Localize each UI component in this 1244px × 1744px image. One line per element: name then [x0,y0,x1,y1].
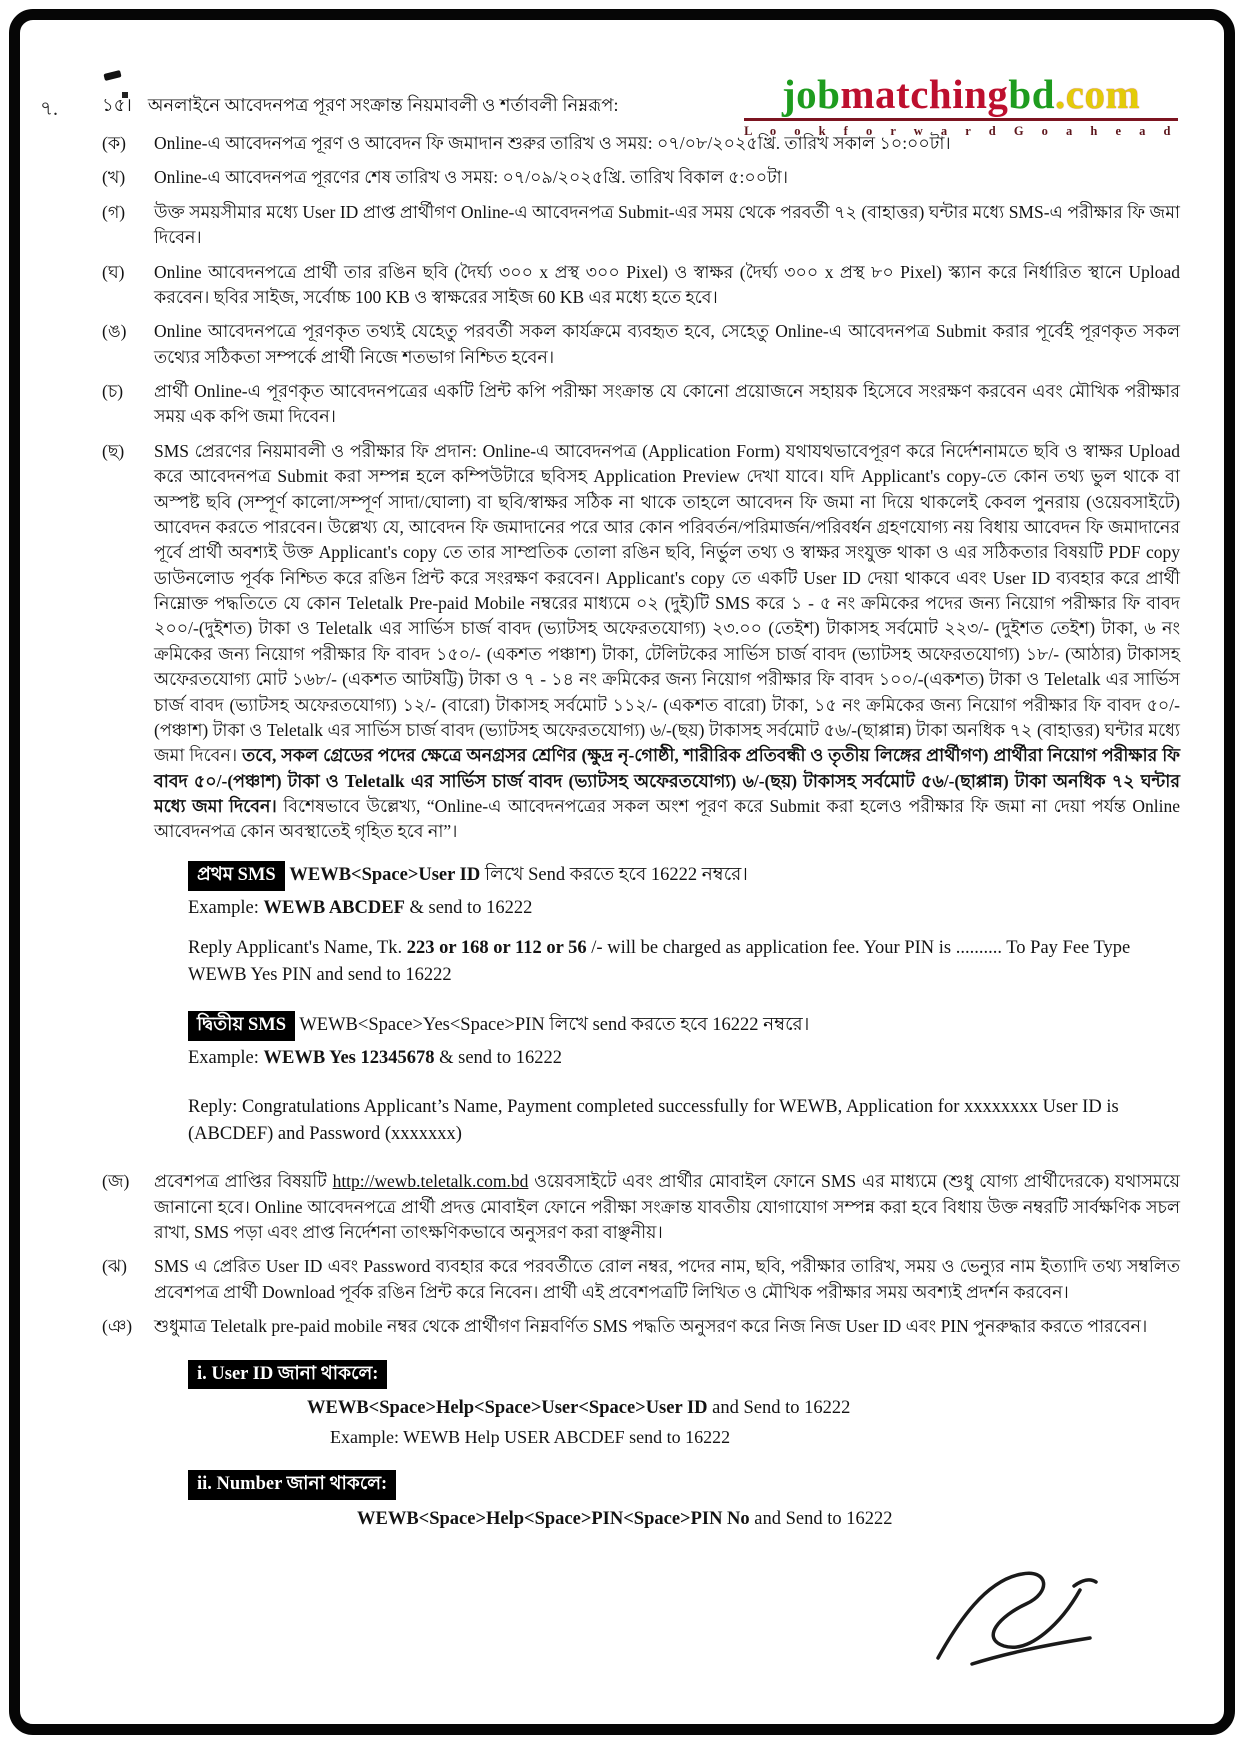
logo-part-matching: matching [840,71,1009,117]
reply-text: Reply Applicant's Name, Tk. [188,938,407,959]
help-userid-command [307,1395,1180,1422]
help-userid-badge: i. User ID জানা থাকলে: [188,1360,387,1390]
item-text [154,1169,1180,1245]
ink-mark [103,70,121,81]
logo-part-com: .com [1055,71,1141,117]
item-label: (গ) [102,201,126,222]
list-item-nya [102,1314,1180,1339]
admit-card-text: প্রবেশপত্র প্রাপ্তির বিষয়টি [154,1171,333,1192]
item-label: (জ) [102,1171,130,1192]
second-sms-reply: Reply: Congratulations Applicant’s Name, Payment completed successfully for WEWB, Application for xxxxxxxx User ID is (ABCDEF) and Password (xxxxxxx) [188,1096,1119,1144]
item-text: উক্ত সময়সীমার মধ্যে User ID প্রাপ্ত প্রার্থীগণ Online-এ আবেদনপত্র Submit-এর সময় থেকে পরবর্তী ৭২ (বাহাত্তর) ঘন্টার মধ্যে SMS-এ পরীক্ষার ফি জমা দিবেন। [154,201,1180,248]
item-text: শুধুমাত্র Teletalk pre-paid mobile নম্বর থেকে প্রার্থীগণ নিম্নবর্ণিত SMS পদ্ধতি অনুসরণ করে নিজ নিজ User ID এবং PIN পুনরুদ্ধার করতে পারবেন। [154,1316,1148,1337]
first-sms-badge: প্রথম SMS [188,861,285,891]
section-number: ১৫। [102,95,132,115]
item-text: Online আবেদনপত্রে পূরণকৃত তথ্যই যেহেতু পরবর্তী সকল কার্যক্রমে ব্যবহৃত হবে, সেহেতু Online-এ আবেদনপত্র Submit করার পূর্বেই পূরণকৃত সকল তথ্যের সঠিকতা সম্পর্কে প্রার্থী নিজে শতভাগ নিশ্চিত হবেন। [154,321,1180,367]
help-userid-example: Example: WEWB Help USER ABCDEF send to 16222 [330,1427,731,1448]
item-label: (ঘ) [102,261,125,282]
item-label: (চ) [102,381,124,402]
help-command: WEWB<Space>Help<Space>User<Space>User ID [307,1398,708,1419]
help-command-rest: and Send to 16222 [707,1398,851,1419]
second-sms-example [188,1045,1180,1072]
item-label: (ছ) [102,440,125,461]
help-pin-badge: ii. Number জানা থাকলে: [188,1470,396,1500]
document-body [102,92,1180,1533]
list-item-gha [102,260,1180,311]
example-label: Example: [188,897,259,918]
logo-tagline: L o o k f o r w a r d G o a h e a d [744,124,1178,138]
reply-fee-amounts: 223 or 168 or 112 or 56 [406,938,587,959]
logo-part-bd: bd [1008,71,1056,117]
logo-part-job: job [781,71,841,117]
item-label: (খ) [102,167,126,188]
ink-mark-glyph: ৭. [40,98,59,120]
help-pin-command [357,1506,1180,1533]
list-item-uma [102,319,1180,370]
list-item-ga [102,200,1180,251]
fee-rules-bold-text: তবে, সকল গ্রেডের পদের ক্ষেত্রে অনগ্রসর শ্রেণির (ক্ষুদ্র নৃ-গোষ্ঠী, শারীরিক প্রতিবন্ধী ও তৃতীয় লিঙ্গের প্রার্থীগণ) প্রার্থীরা নিয়োগ পরীক্ষার ফি বাবদ ৫০/-(পঞ্চাশ) টাকা ও Teletalk এর সার্ভিস চার্জ বাবদ (ভ্যাটসহ অফেরতযোগ্য) ৬/-(ছয়) টাকাসহ সর্বমোট ৫৬/-(ছাপ্পান্ন) টাকা অনধিক ৭২ ঘন্টার মধ্যে জমা দিবেন। [154,745,1180,817]
item-text: প্রার্থী Online-এ পূরণকৃত আবেদনপত্রের একটি প্রিন্ট কপি পরীক্ষা সংক্রান্ত যে কোনো প্রয়োজনে সহায়ক হিসেবে সংরক্ষণ করবেন এবং মৌখিক পরীক্ষার সময় এক কপি জমা দিবেন। [154,381,1180,427]
list-item-jha [102,1254,1180,1305]
help-command: WEWB<Space>Help<Space>PIN<Space>PIN No [357,1509,750,1530]
help-command-rest: and Send to 16222 [749,1509,893,1530]
example-command: WEWB Yes 12345678 [263,1047,435,1068]
section-title: অনলাইনে আবেদনপত্র পূরণ সংক্রান্ত নিয়মাবলী ও শর্তাবলী নিম্নরূপ: [147,95,619,115]
item-label: (ঞ) [102,1316,133,1337]
list-item-chha [102,439,1180,845]
first-sms-reply [188,935,1178,989]
example-command: WEWB ABCDEF [263,897,405,918]
section-heading [102,92,1180,118]
item-text: Online-এ আবেদনপত্র পূরণের শেষ তারিখ ও সময়: ০৭/০৯/২০২৫খ্রি. তারিখ বিকাল ৫:০০টা। [154,167,788,188]
example-rest: & send to 16222 [434,1047,562,1068]
list-item-ja [102,1169,1180,1245]
second-sms-badge: দ্বিতীয় SMS [188,1011,295,1041]
help-pin-section [188,1470,1180,1500]
first-sms-instruction [188,861,1180,891]
fee-rules-note: বিশেষভাবে উল্লেখ্য, “Online-এ আবেদনপত্রের সকল অংশ পূরণ করে Submit করা হলেও পরীক্ষার ফি জমা না দেয়া পর্যন্ত Online আবেদনপত্র কোন অবস্থাতেই গৃহিত হবে না”। [154,796,1180,842]
first-sms-example [188,895,1180,922]
item-text [154,439,1180,845]
second-sms-command: WEWB<Space>Yes<Space>PIN লিখে send করতে হবে 16222 নম্বরে। [299,1015,810,1036]
second-sms-instruction [188,1011,1180,1041]
admit-card-text-rest: ওয়েবসাইটে এবং প্রার্থীর মোবাইল ফোনে SMS এর মাধ্যমে (শুধু যোগ্য প্রার্থীদেরকে) যথাসময়ে জানানো হবে। Online আবেদনপত্রে প্রার্থী প্রদত্ত মোবাইল ফোনে পরীক্ষা সংক্রান্ত যাবতীয় যোগাযোগ সম্পন্ন করা হবে বিধায় উক্ত নম্বরটি সার্বক্ষণিক সচল রাখা, SMS পড়া এবং প্রাপ্ত নির্দেশনা তাৎক্ষণিকভাবে অনুসরণ করা বাঞ্ছনীয়। [154,1171,1180,1243]
item-text: Online আবেদনপত্রে প্রার্থী তার রঙিন ছবি (দৈর্ঘ্য ৩০০ x প্রস্থ ৩০০ Pixel) ও স্বাক্ষর (দৈর্ঘ্য ৩০০ x প্রস্থ ৮০ Pixel) স্ক্যান করে নির্ধারিত স্থানে Upload করবেন। ছবির সাইজ, সর্বোচ্চ 100 KB ও স্বাক্ষরের সাইজ 60 KB এর মধ্যে হতে হবে। [154,261,1180,307]
first-sms-command: WEWB<Space>User ID [289,864,481,885]
example-rest: & send to 16222 [404,897,533,918]
item-text: Online-এ আবেদনপত্র পূরণ ও আবেদন ফি জমাদান শুরুর তারিখ ও সময়: ০৭/০৮/২০২৫খ্রি. তারিখ সকাল ১০:০০টা। [154,133,951,154]
example-label: Example: [188,1047,259,1068]
list-item-kha [102,165,1180,190]
item-text: SMS এ প্রেরিত User ID এবং Password ব্যবহার করে পরবর্তীতে রোল নম্বর, পদের নাম, ছবি, পরীক্ষার তারিখ, সময় ও ভেন্যুর নাম ইত্যাদি তথ্য সম্বলিত প্রবেশপত্র প্রার্থী Download পূর্বক রঙিন প্রিন্ট করে নিবেন। প্রার্থী এই প্রবেশপত্রটি লিখিত ও মৌখিক পরীক্ষার সময় অবশ্যই প্রদর্শন করবেন। [154,1256,1180,1302]
item-label: (ক) [102,133,126,154]
list-item-ka [102,131,1180,156]
list-item-cha [102,379,1180,430]
reply-text-rest: /- will be charged as application fee. Your PIN is .......... To Pay Fee Type WEWB Yes PIN and send to 16222 [188,938,1131,986]
item-label: (ঙ) [102,321,127,342]
item-label: (ঝ) [102,1256,127,1277]
fee-rules-text: SMS প্রেরণের নিয়মাবলী ও পরীক্ষার ফি প্রদান: Online-এ আবেদনপত্র (Application Form) যথাযথভাবেপূরণ করে নির্দেশনামতে ছবি ও স্বাক্ষর Upload করে আবেদনপত্র Submit করা সম্পন্ন হলে কম্পিউটারে ছবিসহ Application Preview দেখা যাবে। যদি Applicant's copy-তে কোন তথ্য ভুল থাকে বা অস্পষ্ট ছবি (সম্পূর্ণ কালো/সম্পূর্ণ সাদা/ঘোলা) বা ছবি/স্বাক্ষর সঠিক না থাকে তাহলে আবেদন ফি জমা না দিয়ে থাকলেই কেবল পুনরায় (ওয়েবসাইটে) আবেদন করতে পারবেন। উল্লেখ্য যে, আবেদন ফি জমাদানের পরে আর কোন পরিবর্তন/পরিমার্জন/পরিবর্ধন গ্রহণযোগ্য নয় বিধায় আবেদন ফি জমাদানের পূর্বে প্রার্থী অবশ্যই উক্ত Applicant's copy তে তার সাম্প্রতিক তোলা রঙিন ছবি, নির্ভুল তথ্য ও স্বাক্ষর সংযুক্ত থাকা ও এর সঠিকতার বিষয়টি PDF copy ডাউনলোড পূর্বক নিশ্চিত করে রঙিন প্রিন্ট করে সংরক্ষণ করবেন। Applicant's copy তে একটি User ID দেয়া থাকবে এবং User ID ব্যবহার করে প্রার্থী নিম্নোক্ত পদ্ধতিতে যে কোন Teletalk Pre-paid Mobile নম্বরের মাধ্যমে ০২ (দুই)টি SMS করে ১ - ৫ নং ক্রমিকের পদের জন্য নিয়োগ পরীক্ষার ফি বাবদ ২০০/-(দুইশত) টাকা ও Teletalk এর সার্ভিস চার্জ বাবদ (ভ্যাটসহ অফেরতযোগ্য) ২৩.০০ (তেইশ) টাকাসহ সর্বমোট ২২৩/- (দুইশত তেইশ) টাকা, ৬ নং ক্রমিকের জন্য নিয়োগ পরীক্ষার ফি বাবদ ১৫০/- (একশত পঞ্চাশ) টাকা, টেলিটকের সার্ভিস চার্জ বাবদ (ভ্যাটসহ অফেরতযোগ্য) ১৮/- (আঠার) টাকাসহ অফেরতযোগ্য মোট ১৬৮/- (একশত আটষট্টি) টাকা ও ৭ - ১৪ নং ক্রমিকের জন্য নিয়োগ পরীক্ষার ফি বাবদ ১০০/-(একশত) টাকা ও Teletalk এর সার্ভিস চার্জ বাবদ (ভ্যাটসহ অফেরতযোগ্য) ১২/- (বারো) টাকাসহ সর্বমোট ১১২/- (একশত বারো) টাকা, ১৫ নং ক্রমিকের জন্য নিয়োগ পরীক্ষার ফি বাবদ ৫০/-(পঞ্চাশ) টাকা ও Teletalk এর সার্ভিস চার্জ বাবদ (ভ্যাটসহ অফেরতযোগ্য) ৬/-(ছয়) টাকাসহ সর্বমোট ৫৬/-(ছাপ্পান্ন) টাকা অনধিক ৭২ (বাহাত্তর) ঘন্টার মধ্যে জমা দিবেন। [154,440,1180,766]
teletalk-website-link[interactable]: http://wewb.teletalk.com.bd [332,1171,529,1192]
signature [924,1560,1104,1690]
first-sms-command-rest: লিখে Send করতে হবে 16222 নম্বরে। [480,864,748,885]
help-userid-section [188,1360,1180,1390]
